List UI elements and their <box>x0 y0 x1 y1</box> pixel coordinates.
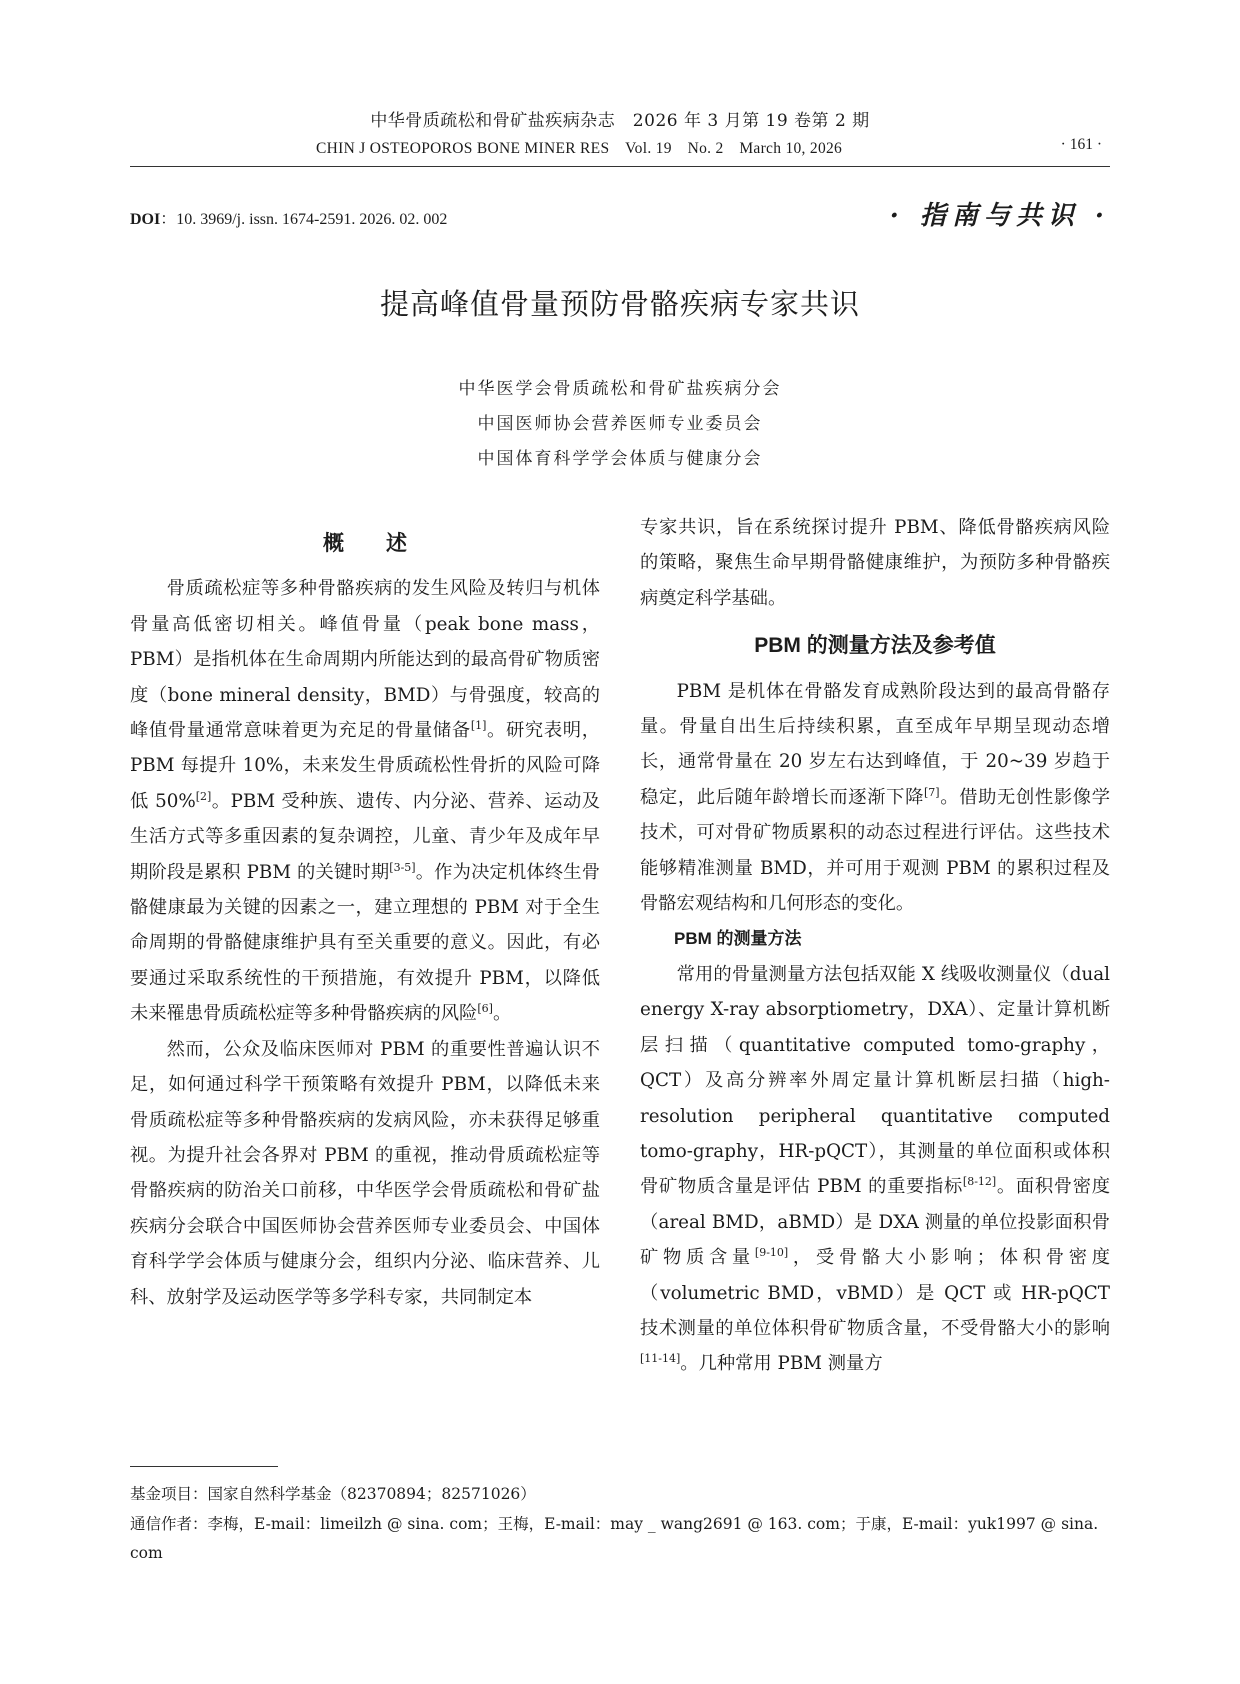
journal-header-cn: 中华骨质疏松和骨矿盐疾病杂志 2026 年 3 月第 19 卷第 2 期 <box>370 111 870 131</box>
paragraph: 骨质疏松症等多种骨骼疾病的发生风险及转归与机体骨量高低密切相关。峰值骨量（peak bone mass，PBM）是指机体在生命周期内所能达到的最高骨矿物质密度（bone mineral density，BMD）与骨强度，较高的峰值骨量通常意味着更为充足的骨量储备[1]。研究表明，PBM 每提升 10%，未来发生骨质疏松性骨折的风险可降低 50%[2]。PBM 受种族、遗传、内分泌、营养、运动及生活方式等多重因素的复杂调控，儿童、青少年及成年早期阶段是累积 PBM 的关键时期[3-5]。作为决定机体终生骨骼健康最为关键的因素之一，建立理想的 PBM 对于全生命周期的骨骼健康维护具有至关重要的意义。因此，有必要通过采取系统性的干预措施，有效提升 PBM，以降低未来罹患骨质疏松症等多种骨骼疾病的风险[6]。 <box>130 578 601 1025</box>
right-column <box>640 510 1110 1382</box>
doi-value: ：10. 3969/j. issn. 1674-2591. 2026. 02. 002 <box>160 211 448 228</box>
citation: [3-5] <box>389 860 416 874</box>
paragraph: 然而，公众及临床医师对 PBM 的重要性普遍认识不足，如何通过科学干预策略有效提升 PBM，以降低未来骨质疏松症等多种骨骼疾病的发病风险，亦未获得足够重视。为提升社会各界对 PBM 的重视，推动骨质疏松症等骨骼疾病的防治关口前移，中华医学会骨质疏松和骨矿盐疾病分会联合中国医师协会营养医师专业委员会、中国体育科学学会体质与健康分会，组织内分泌、临床营养、儿科、放射学及运动医学等多学科专家，共同制定本 <box>130 1038 600 1308</box>
paragraph: PBM 是机体在骨骼发育成熟阶段达到的最高骨骼存量。骨量自出生后持续积累，直至成年早期呈现动态增长，通常骨量在 20 岁左右达到峰值，于 20~39 岁趋于稳定，此后随年龄增长而逐渐下降[7]。借助无创性影像学技术，可对骨矿物质累积的动态过程进行评估。这些技术能够精准测量 BMD，并可用于观测 PBM 的累积过程及骨骼宏观结构和几何形态的变化。 <box>640 680 1111 915</box>
section-heading: 概 述 <box>323 532 407 555</box>
citation: [6] <box>477 1002 493 1016</box>
citation: [9-10] <box>754 1246 789 1260</box>
paragraph: 专家共识，旨在系统探讨提升 PBM、降低骨骼疾病风险的策略，聚焦生命早期骨骼健康维护，为预防多种骨骼疾病奠定科学基础。 <box>640 517 1110 609</box>
citation: [8-12] <box>962 1175 997 1189</box>
contact-note: 通信作者：李梅，E-mail：limeilzh @ sina. com；王梅，E-mail：may _ wang2691 @ 163. com；于康，E-mail：yuk1997 @ sina. com <box>130 1515 1099 1562</box>
column-name: · 指南与共识 · <box>889 201 1110 231</box>
paragraph: 常用的骨量测量方法包括双能 X 线吸收测量仪（dual energy X-ray absorptiometry，DXA）、定量计算机断层扫描（quantitative computed tomo-graphy，QCT）及高分辨率外周定量计算机断层扫描（high-resolution peripheral quantitative computed tomo-graphy，HR-pQCT），其测量的单位面积或体积骨矿物质含量是评估 PBM 的重要指标[8-12]。面积骨密度（areal BMD，aBMD）是 DXA 测量的单位投影面积骨矿物质含量[9-10]，受骨骼大小影响；体积骨密度（volumetric BMD，vBMD）是 QCT 或 HR-pQCT 技术测量的单位体积骨矿物质含量，不受骨骼大小的影响[11-14]。几种常用 PBM 测量方 <box>640 963 1110 1375</box>
journal-header-en: CHIN J OSTEOPOROS BONE MINER RES Vol. 19 No. 2 March 10, 2026 <box>316 140 843 157</box>
left-column <box>130 526 600 1315</box>
section-heading: PBM 的测量方法及参考值 <box>754 634 996 658</box>
citation: [1] <box>470 719 487 733</box>
doi-line <box>130 206 447 229</box>
affiliation: 中华医学会骨质疏松和骨矿盐疾病分会 <box>458 379 782 399</box>
doi-label: DOI <box>130 211 161 228</box>
header-rule <box>130 166 1110 167</box>
affiliation: 中国医师协会营养医师专业委员会 <box>477 414 763 434</box>
affiliation: 中国体育科学学会体质与健康分会 <box>477 449 763 469</box>
funding-note: 基金项目：国家自然科学基金（82370894；82571026） <box>130 1485 536 1503</box>
citation: [7] <box>924 785 940 799</box>
citation: [2] <box>195 789 212 803</box>
footnote-rule <box>130 1466 278 1467</box>
citation: [11-14] <box>640 1352 681 1366</box>
subsection-heading: PBM 的测量方法 <box>674 929 802 949</box>
page-number: · 161 · <box>1060 136 1102 153</box>
article-title: 提高峰值骨量预防骨骼疾病专家共识 <box>379 287 860 321</box>
